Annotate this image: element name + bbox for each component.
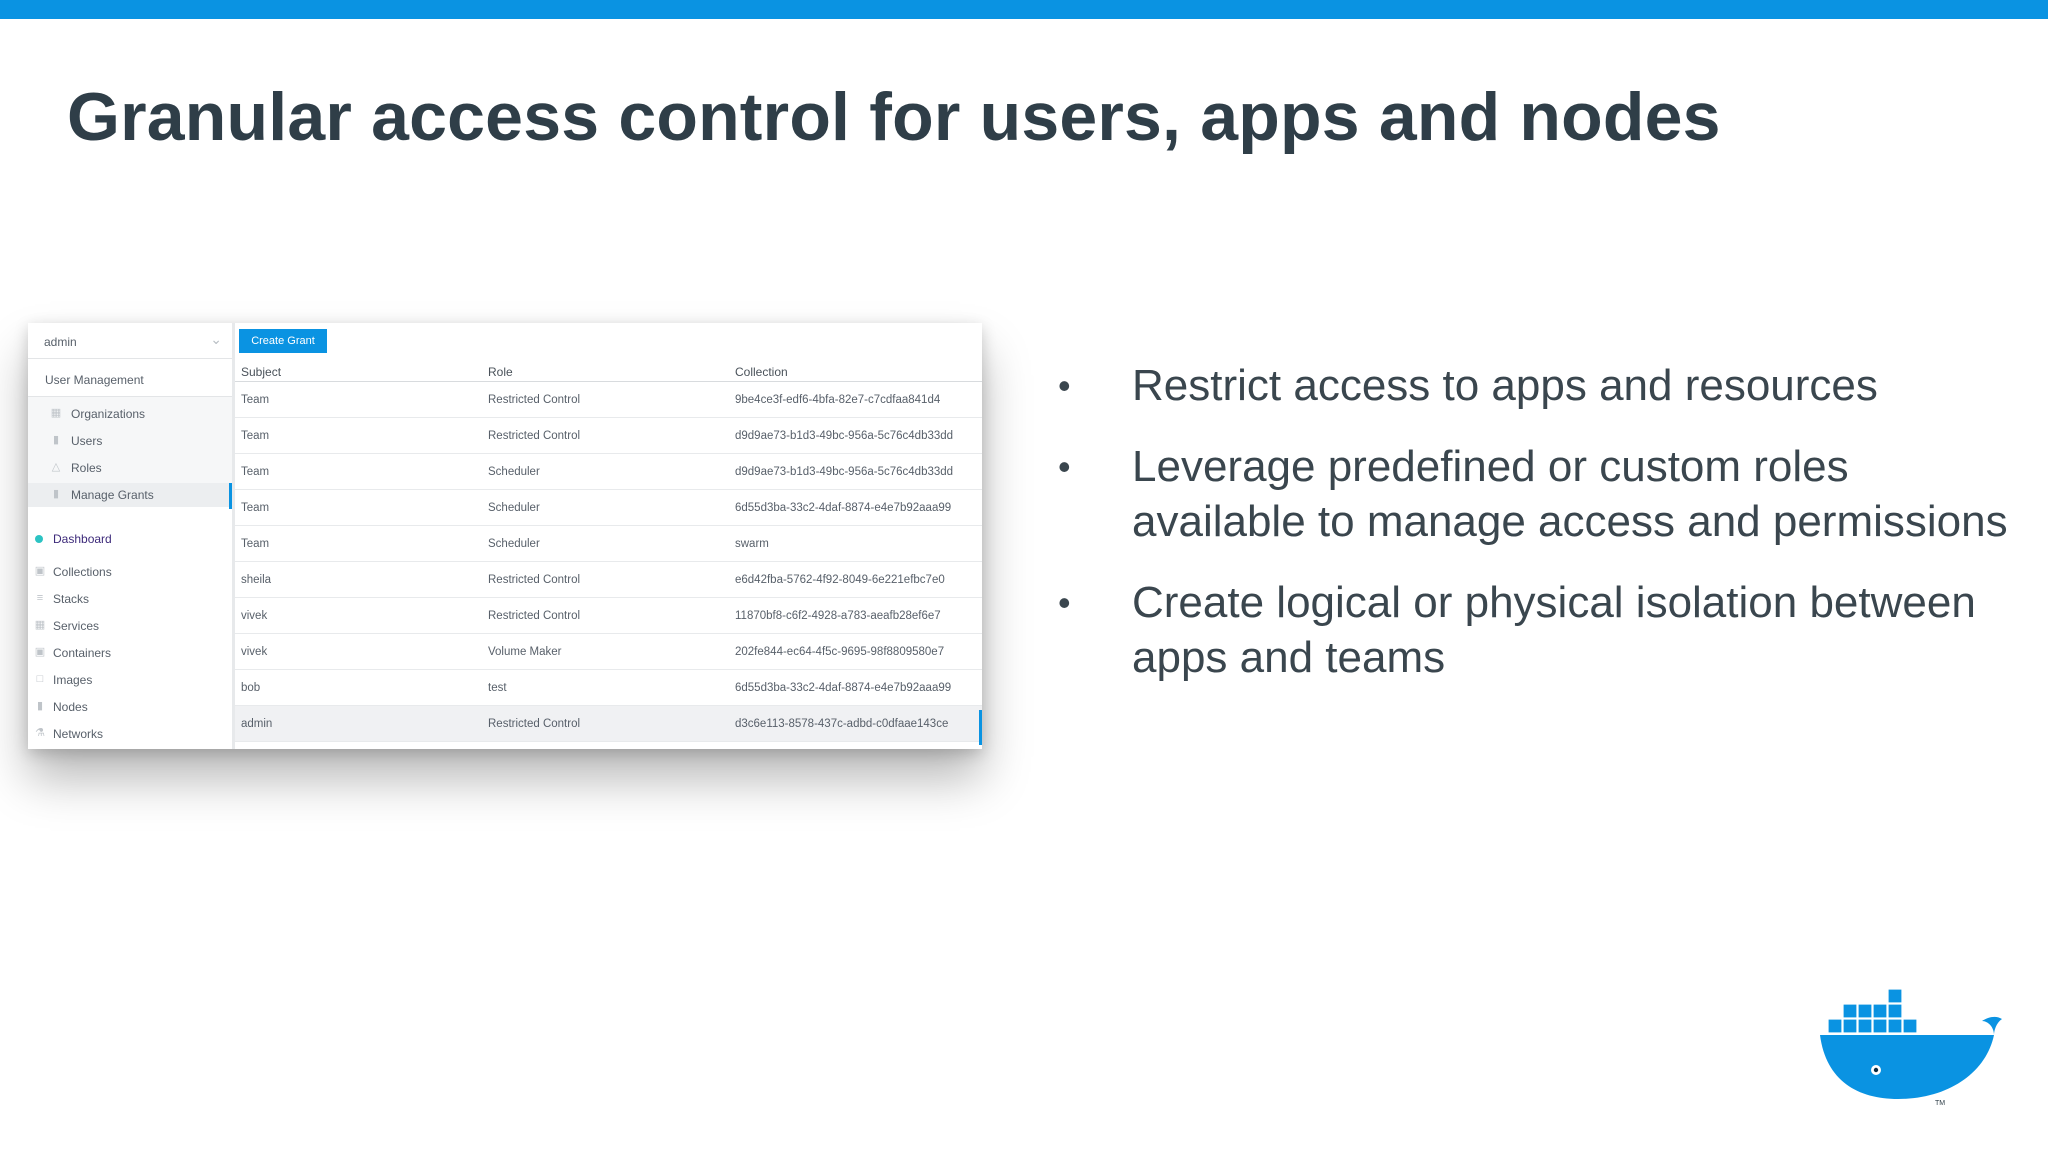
- cell-collection: 6d55d3ba-33c2-4daf-8874-e4e7b92aaa99: [729, 490, 982, 526]
- cell-collection: d9d9ae73-b1d3-49bc-956a-5c76c4db33dd: [729, 418, 982, 454]
- sidebar: [28, 323, 235, 749]
- sidebar-item-services[interactable]: [28, 614, 232, 638]
- containers-icon: ▣: [34, 646, 46, 658]
- sidebar-item-label: Dashboard: [53, 532, 112, 546]
- cell-subject: Team: [235, 526, 482, 562]
- cell-collection: swarm: [729, 526, 982, 562]
- cell-role: Restricted Control: [482, 382, 729, 418]
- bullet-text: Create logical or physical isolation between apps and teams: [1132, 578, 1976, 682]
- sidebar-item-label: Stacks: [53, 592, 90, 606]
- table-row[interactable]: [235, 562, 982, 598]
- sidebar-item-collections[interactable]: [28, 560, 232, 584]
- cell-collection: 6d55d3ba-33c2-4daf-8874-e4e7b92aaa99: [729, 670, 982, 706]
- roles-icon: △: [51, 461, 61, 473]
- cell-collection: 9be4ce3f-edf6-4bfa-82e7-c7cdfaa841d4: [729, 382, 982, 418]
- stacks-icon: ≡: [36, 592, 44, 604]
- cell-role: Restricted Control: [482, 418, 729, 454]
- column-header-subject[interactable]: Subject: [235, 363, 482, 382]
- active-item-indicator: [229, 483, 232, 509]
- cell-role: Scheduler: [482, 490, 729, 526]
- cell-collection: 202fe844-ec64-4f5c-9695-98f8809580e7: [729, 634, 982, 670]
- nodes-icon: ▮: [36, 700, 44, 712]
- user-icon: ▮: [52, 434, 60, 446]
- sidebar-item-manage-grants[interactable]: [28, 483, 232, 507]
- bullet-dot-icon: •: [1058, 446, 1071, 487]
- sidebar-item-label: Nodes: [53, 700, 88, 714]
- cell-subject: bob: [235, 670, 482, 706]
- table-row-selected[interactable]: [235, 706, 982, 742]
- cell-subject: admin: [235, 706, 482, 742]
- organizations-icon: ▦: [50, 407, 62, 419]
- chevron-down-icon: ⌄: [210, 331, 222, 347]
- sidebar-item-containers[interactable]: [28, 641, 232, 665]
- user-menu-label: admin: [44, 335, 77, 349]
- trademark-mark: TM: [1935, 1100, 1946, 1107]
- bullet-item: [1058, 439, 2018, 549]
- dashboard-dot-icon: [35, 535, 43, 543]
- sidebar-item-label: Containers: [53, 646, 112, 660]
- cell-subject: Team: [235, 454, 482, 490]
- sidebar-item-label: Organizations: [71, 407, 146, 421]
- bullet-text: Restrict access to apps and resources: [1132, 361, 1878, 410]
- cell-subject: vivek: [235, 634, 482, 670]
- grants-icon: ▮: [52, 488, 60, 500]
- user-menu[interactable]: [28, 323, 232, 359]
- cell-role: Scheduler: [482, 454, 729, 490]
- sidebar-item-label: Users: [71, 434, 103, 448]
- sidebar-item-nodes[interactable]: [28, 695, 232, 719]
- bullet-item: [1058, 575, 2018, 685]
- sidebar-item-roles[interactable]: [28, 456, 232, 480]
- sidebar-item-networks[interactable]: [28, 722, 232, 746]
- sidebar-item-label: Services: [53, 619, 100, 633]
- networks-icon: ⚗: [35, 727, 45, 739]
- sidebar-item-stacks[interactable]: [28, 587, 232, 611]
- section-user-management[interactable]: [28, 359, 232, 397]
- top-accent-bar: [0, 0, 2048, 19]
- selected-row-indicator: [979, 710, 982, 745]
- cell-subject: vivek: [235, 598, 482, 634]
- services-icon: ▦: [34, 619, 46, 631]
- table-row[interactable]: [235, 670, 982, 706]
- table-row[interactable]: [235, 418, 982, 454]
- cell-role: Restricted Control: [482, 706, 729, 742]
- cell-role: Restricted Control: [482, 598, 729, 634]
- bullet-dot-icon: •: [1058, 365, 1071, 406]
- app-screenshot: [28, 323, 982, 749]
- sidebar-item-users[interactable]: [28, 429, 232, 453]
- table-row[interactable]: [235, 634, 982, 670]
- cell-subject: Team: [235, 490, 482, 526]
- sidebar-item-organizations[interactable]: [28, 402, 232, 426]
- images-icon: □: [36, 673, 44, 685]
- sidebar-item-dashboard[interactable]: [28, 527, 232, 551]
- table-row[interactable]: [235, 526, 982, 562]
- slide-title: Granular access control for users, apps and nodes: [67, 79, 1721, 155]
- sidebar-item-images[interactable]: [28, 668, 232, 692]
- table-header-row: [235, 363, 982, 382]
- sidebar-item-label: Collections: [53, 565, 112, 579]
- user-management-submenu: [28, 397, 232, 505]
- bullet-text: Leverage predefined or custom roles available to manage access and permissions: [1132, 442, 2008, 546]
- docker-whale-logo: [1818, 977, 2008, 1107]
- sidebar-item-label: Roles: [71, 461, 102, 475]
- section-label: User Management: [45, 373, 144, 387]
- bullet-dot-icon: •: [1058, 582, 1071, 623]
- cell-collection: e6d42fba-5762-4f92-8049-6e221efbc7e0: [729, 562, 982, 598]
- sidebar-item-label: Networks: [53, 727, 104, 741]
- cell-role: Volume Maker: [482, 634, 729, 670]
- table-row[interactable]: [235, 382, 982, 418]
- table-row[interactable]: [235, 454, 982, 490]
- cell-subject: sheila: [235, 562, 482, 598]
- cell-subject: Team: [235, 418, 482, 454]
- column-header-collection[interactable]: Collection: [729, 363, 982, 382]
- grants-table: [235, 363, 982, 742]
- cell-role: test: [482, 670, 729, 706]
- bullet-list: [1058, 358, 2018, 711]
- cell-collection: d3c6e113-8578-437c-adbd-c0dfaae143ce: [729, 706, 982, 742]
- cell-role: Restricted Control: [482, 562, 729, 598]
- cell-collection: d9d9ae73-b1d3-49bc-956a-5c76c4db33dd: [729, 454, 982, 490]
- bullet-item: [1058, 358, 2018, 413]
- collections-icon: ▣: [34, 565, 46, 577]
- sidebar-item-label: Manage Grants: [71, 488, 154, 502]
- cell-collection: 11870bf8-c6f2-4928-a783-aeafb28ef6e7: [729, 598, 982, 634]
- grants-panel: [235, 323, 982, 749]
- table-row[interactable]: [235, 598, 982, 634]
- sidebar-item-label: Images: [53, 673, 93, 687]
- column-header-role[interactable]: Role: [482, 363, 729, 382]
- table-row[interactable]: [235, 490, 982, 526]
- cell-subject: Team: [235, 382, 482, 418]
- create-grant-button[interactable]: Create Grant: [239, 329, 327, 353]
- cell-role: Scheduler: [482, 526, 729, 562]
